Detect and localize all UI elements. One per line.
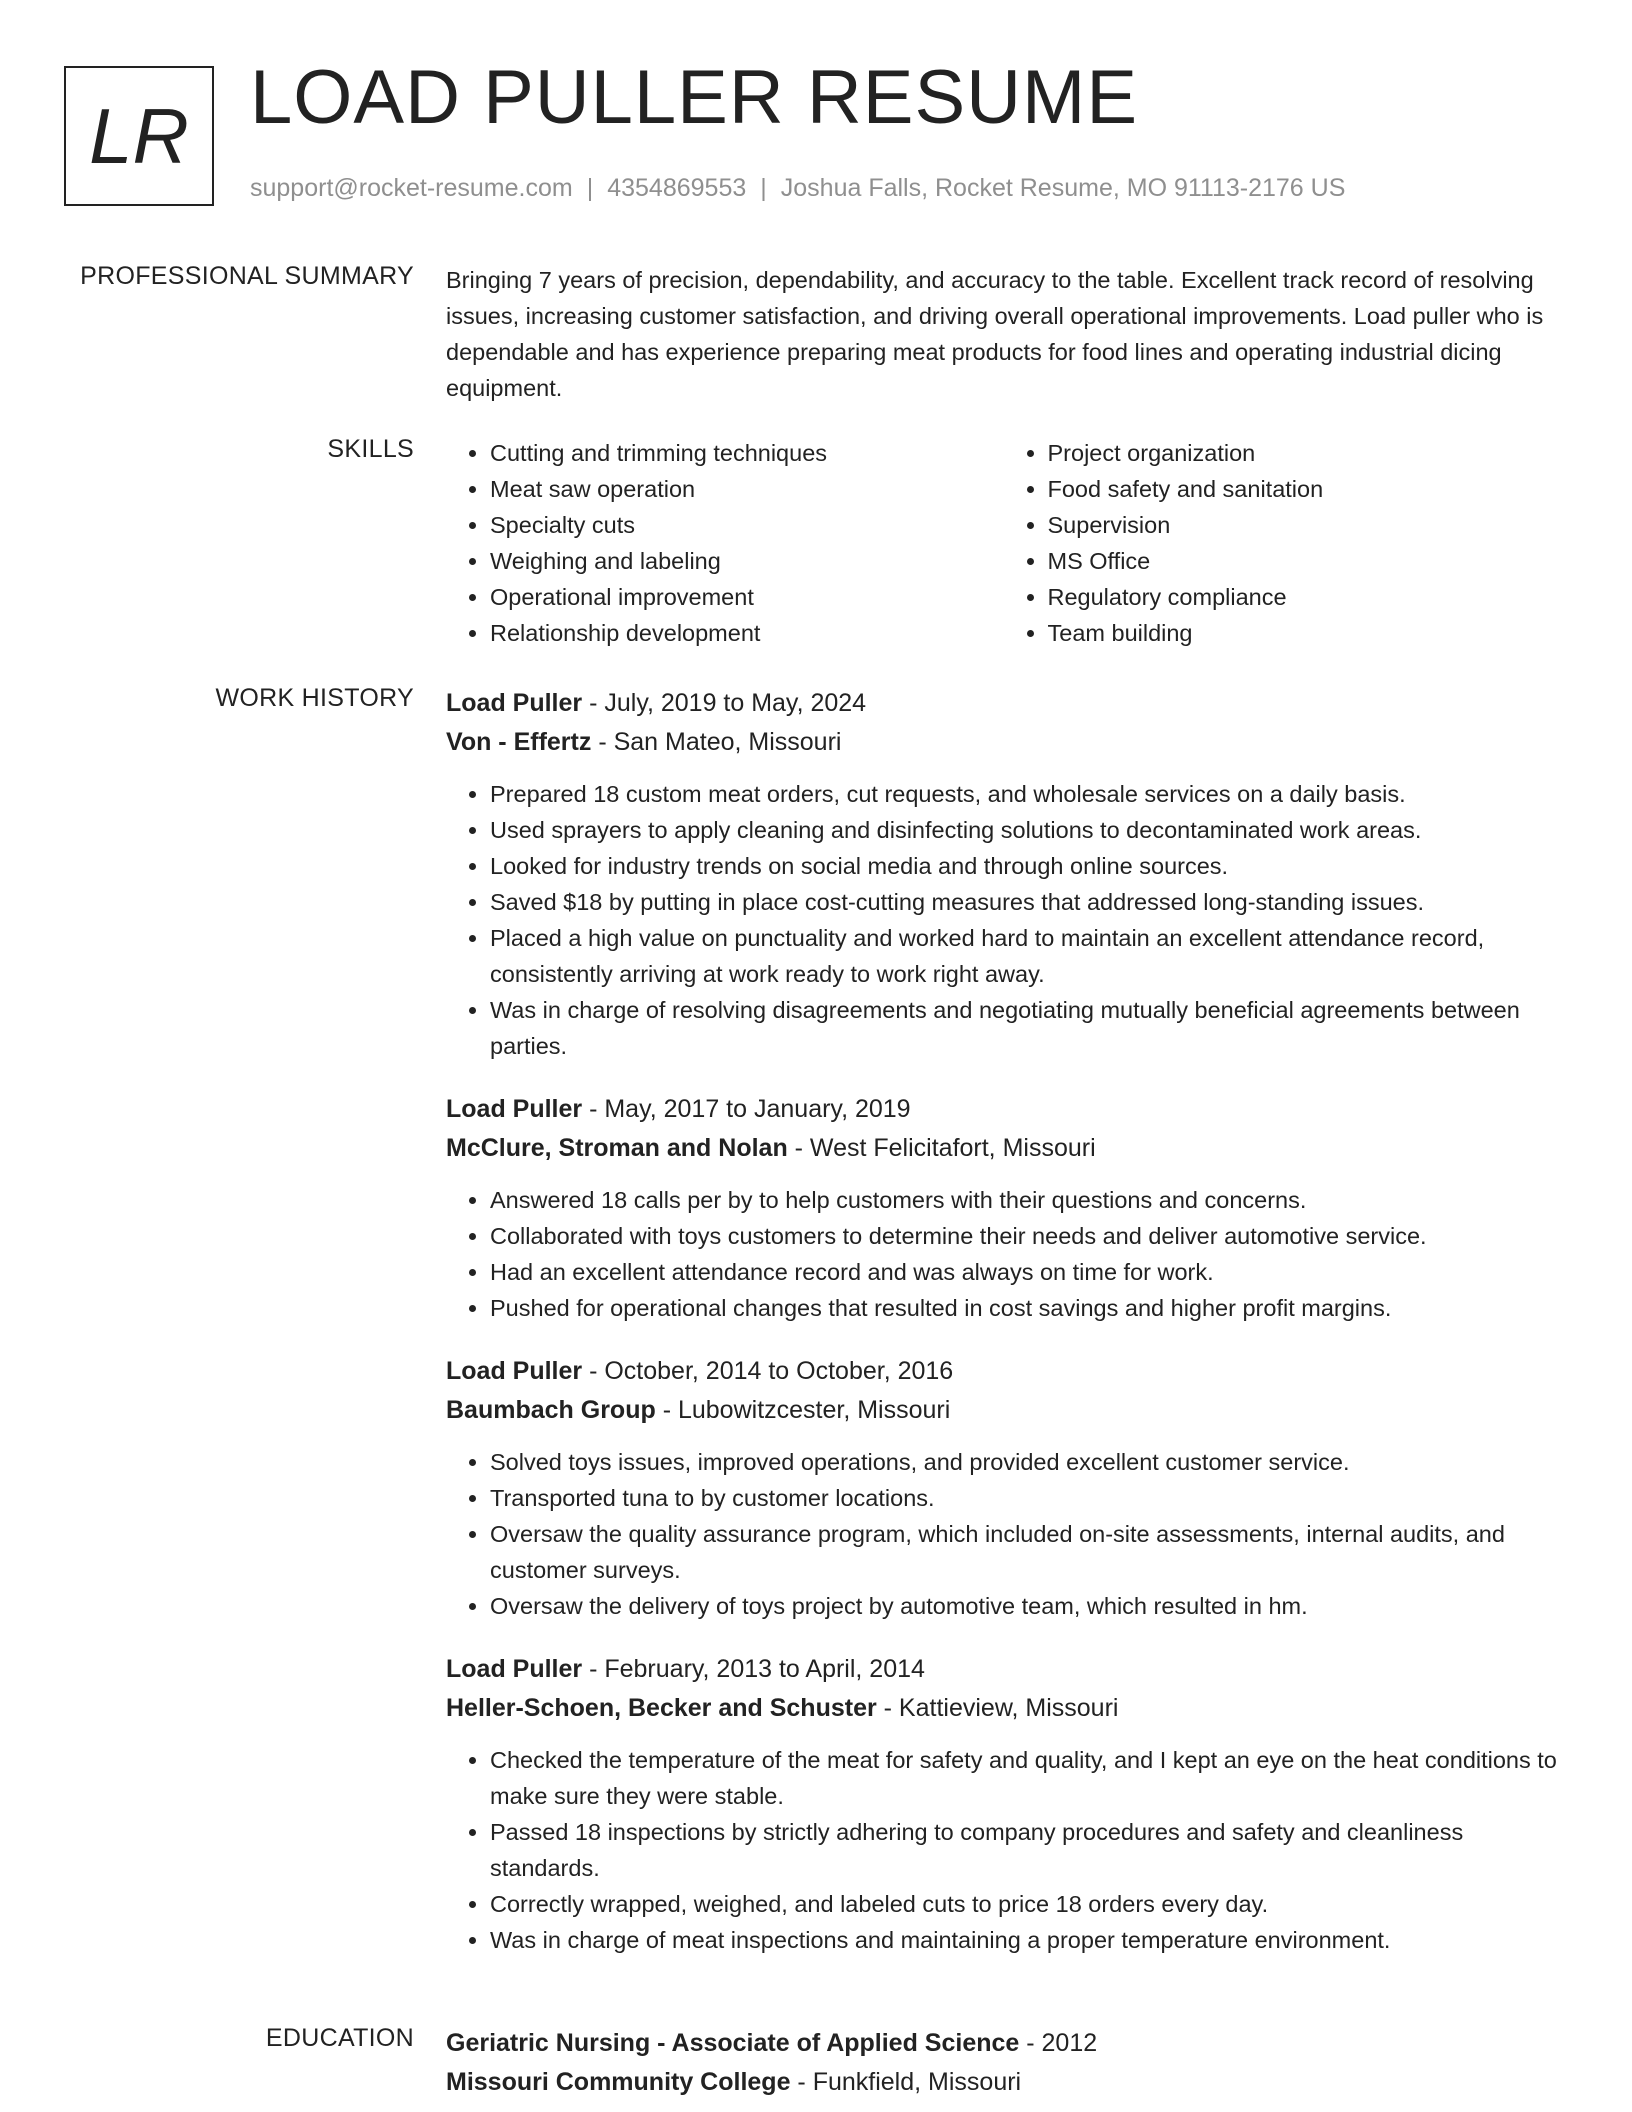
- education-school: Missouri Community College: [446, 2068, 791, 2096]
- job-bullet: • Pushed for operational changes that resulted in cost savings and higher profit margins.: [490, 1290, 1561, 1326]
- job-company: Heller-Schoen, Becker and Schuster: [446, 1694, 877, 1722]
- skill-item: • Food safety and sanitation: [1048, 471, 1562, 507]
- job-location: - Kattieview, Missouri: [876, 1694, 1119, 1722]
- job-bullet: • Had an excellent attendance record and was always on time for work.: [490, 1254, 1561, 1290]
- job-bullet: • Was in charge of meat inspections and maintaining a proper temperature environment.: [490, 1922, 1561, 1958]
- job-bullet: • Used sprayers to apply cleaning and disinfecting solutions to decontaminated work areas.: [490, 812, 1561, 848]
- job-dates: - May, 2017 to January, 2019: [582, 1095, 911, 1123]
- skill-item: • Weighing and labeling: [490, 543, 1004, 579]
- job-company: Baumbach Group: [446, 1396, 656, 1424]
- contact-phone: 4354869553: [607, 174, 747, 202]
- skill-item: • Regulatory compliance: [1048, 579, 1562, 615]
- job-bullets: [446, 1444, 1561, 1624]
- education-location: - Funkfield, Missouri: [790, 2068, 1022, 2096]
- skill-item: • Supervision: [1048, 507, 1562, 543]
- skill-item: • Operational improvement: [490, 579, 1004, 615]
- summary-body: [446, 262, 1561, 406]
- job-bullet: • Placed a high value on punctuality and worked hard to maintain an excellent attendance record, consistently arriving at work ready to work right away.: [490, 920, 1561, 992]
- skills-label: SKILLS: [327, 435, 414, 463]
- job-bullet: • Oversaw the quality assurance program, which included on-site assessments, internal audits, and customer surveys.: [490, 1516, 1561, 1588]
- contact-separator: |: [586, 174, 594, 202]
- job-bullet: • Saved $18 by putting in place cost-cutting measures that addressed long-standing issues.: [490, 884, 1561, 920]
- resume-title: LOAD PULLER RESUME: [250, 55, 1139, 140]
- skill-item: • Meat saw operation: [490, 471, 1004, 507]
- education-body: [446, 2024, 1561, 2102]
- job-bullet: • Oversaw the delivery of toys project by automotive team, which resulted in hm.: [490, 1588, 1561, 1624]
- education-year: - 2012: [1019, 2029, 1098, 2057]
- skills-list-left: [446, 435, 1004, 651]
- monogram-box: LR: [64, 66, 214, 206]
- job-title: Load Puller: [446, 1095, 583, 1123]
- skills-body: [446, 435, 1561, 651]
- job-bullets: [446, 776, 1561, 1064]
- summary-text: Bringing 7 years of precision, dependability, and accuracy to the table. Excellent track record of resolving issues, increasing customer satisfaction, and driving overall operational improvements. Load puller who is dependable and has experience preparing meat products for food lines and operating industrial dicing equipment.: [446, 267, 1544, 401]
- job-bullet: • Answered 18 calls per by to help customers with their questions and concerns.: [490, 1182, 1561, 1218]
- contact-address: Joshua Falls, Rocket Resume, MO 91113-2176 US: [780, 174, 1346, 202]
- education-degree: Geriatric Nursing - Associate of Applied Science: [446, 2029, 1020, 2057]
- job-bullet: • Passed 18 inspections by strictly adhering to company procedures and safety and cleanliness standards.: [490, 1814, 1561, 1886]
- skill-item: • Cutting and trimming techniques: [490, 435, 1004, 471]
- job-bullet: • Transported tuna to by customer locations.: [490, 1480, 1561, 1516]
- job-bullets: [446, 1742, 1561, 1958]
- job-bullet: • Looked for industry trends on social media and through online sources.: [490, 848, 1561, 884]
- job-title: Load Puller: [446, 1655, 583, 1683]
- job-title: Load Puller: [446, 1357, 583, 1385]
- job-dates: - July, 2019 to May, 2024: [582, 689, 867, 717]
- job-company: McClure, Stroman and Nolan: [446, 1134, 788, 1162]
- work-body: [446, 684, 1561, 1984]
- job-bullet: • Was in charge of resolving disagreements and negotiating mutually beneficial agreements between parties.: [490, 992, 1561, 1064]
- job-entry: [446, 1090, 1561, 1326]
- job-title: Load Puller: [446, 689, 583, 717]
- job-entry: [446, 1352, 1561, 1624]
- contact-line: [250, 174, 1345, 203]
- job-bullet: • Checked the temperature of the meat for safety and quality, and I kept an eye on the heat conditions to make sure they were stable.: [490, 1742, 1561, 1814]
- job-bullets: [446, 1182, 1561, 1326]
- summary-label: PROFESSIONAL SUMMARY: [80, 262, 414, 290]
- job-dates: - October, 2014 to October, 2016: [582, 1357, 954, 1385]
- skill-item: • Specialty cuts: [490, 507, 1004, 543]
- job-location: - Lubowitzcester, Missouri: [655, 1396, 951, 1424]
- skill-item: • Relationship development: [490, 615, 1004, 651]
- job-bullet: • Correctly wrapped, weighed, and labeled cuts to price 18 orders every day.: [490, 1886, 1561, 1922]
- job-location: - West Felicitafort, Missouri: [787, 1134, 1096, 1162]
- job-entry: [446, 1650, 1561, 1958]
- work-label: WORK HISTORY: [215, 684, 414, 712]
- skills-list-right: [1004, 435, 1562, 651]
- skill-item: • MS Office: [1048, 543, 1562, 579]
- job-dates: - February, 2013 to April, 2014: [582, 1655, 925, 1683]
- contact-email: support@rocket-resume.com: [250, 174, 573, 202]
- job-bullet: • Prepared 18 custom meat orders, cut requests, and wholesale services on a daily basis.: [490, 776, 1561, 812]
- job-company: Von - Effertz: [446, 728, 592, 756]
- job-bullet: • Collaborated with toys customers to determine their needs and deliver automotive service.: [490, 1218, 1561, 1254]
- job-entry: [446, 684, 1561, 1064]
- job-bullet: • Solved toys issues, improved operations, and provided excellent customer service.: [490, 1444, 1561, 1480]
- contact-separator: |: [760, 174, 767, 202]
- skill-item: • Project organization: [1048, 435, 1562, 471]
- education-label: EDUCATION: [265, 2024, 414, 2052]
- job-location: - San Mateo, Missouri: [591, 728, 842, 756]
- skill-item: • Team building: [1048, 615, 1562, 651]
